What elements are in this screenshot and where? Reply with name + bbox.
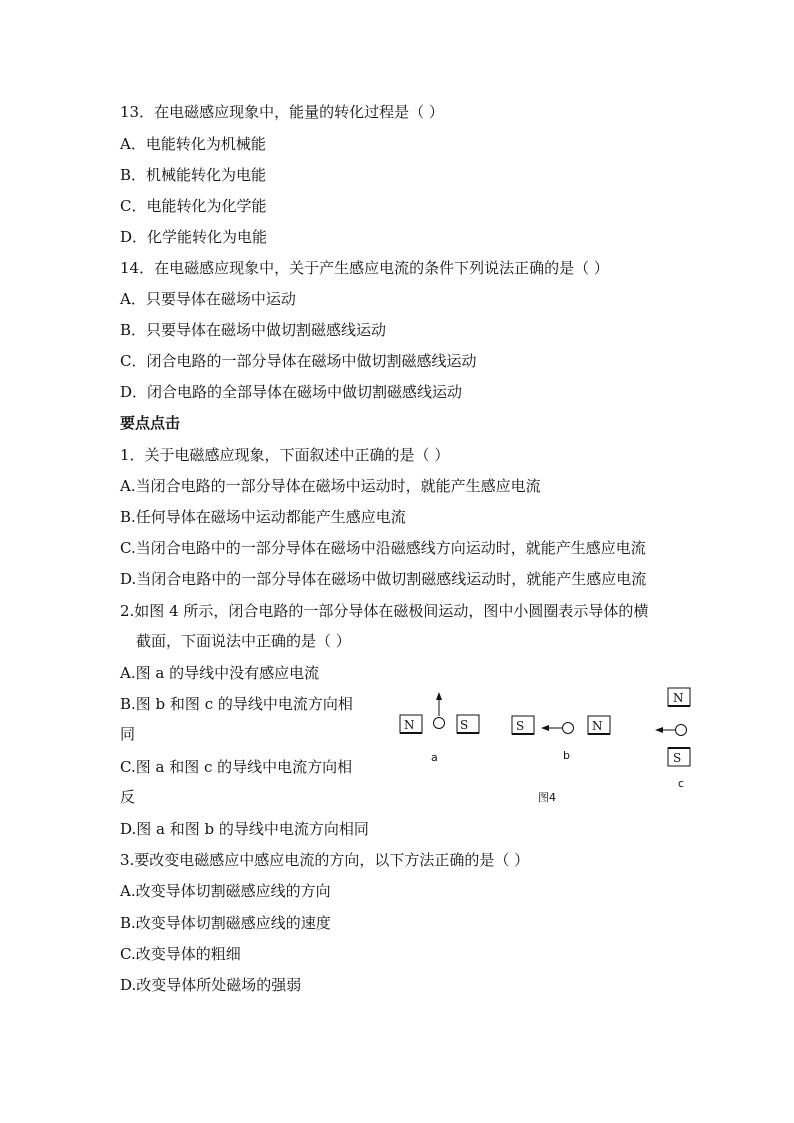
practice-3-option-a: A.改变导体切割磁感应线的方向 [120,882,331,900]
diagram-b-label: b [563,749,570,762]
figure-4-caption: 图4 [538,791,556,804]
diagram-c-south-magnet [668,748,690,766]
diagram-c-conductor [655,725,687,736]
diagram-b-n-label: N [592,719,603,733]
practice-1-option-a: A.当闭合电路的一部分导体在磁场中运动时，就能产生感应电流 [120,477,541,495]
practice-1-option-b: B.任何导体在磁场中运动都能产生感应电流 [120,508,406,526]
practice-3-option-b: B.改变导体切割磁感应线的速度 [120,914,331,932]
question-13-option-a: A．电能转化为机械能 [120,135,266,153]
diagram-a-label: a [431,751,438,764]
practice-1-option-c: C.当闭合电路中的一部分导体在磁场中沿磁感线方向运动时，就能产生感应电流 [120,539,646,557]
practice-2-option-a: A.图 a 的导线中没有感应电流 [120,664,320,682]
diagram-b-south-magnet [512,716,534,734]
figure-4 [395,680,715,805]
section-title: 要点点击 [120,414,181,432]
diagram-a-north-magnet [400,715,422,733]
diagram-a-s-label: S [460,718,469,732]
diagram-b-conductor [541,723,574,734]
diagram-a [400,692,479,764]
diagram-b-north-magnet [588,716,610,734]
practice-3-stem: 3.要改变电磁感应中感应电流的方向，以下方法正确的是（ ） [120,851,530,869]
question-13-stem: 13．在电磁感应现象中，能量的转化过程是（ ） [120,103,444,121]
practice-3-option-d: D.改变导体所处磁场的强弱 [120,976,302,994]
practice-2-option-c-line-1: C.图 a 和图 c 的导线中电流方向相 [120,758,353,776]
diagram-a-n-label: N [404,718,415,732]
practice-1-stem: 1．关于电磁感应现象，下面叙述中正确的是（ ） [120,446,450,464]
question-14-option-a: A．只要导体在磁场中运动 [120,290,296,308]
practice-2-stem-line-2: 截面，下面说法中正确的是（ ） [136,632,351,650]
diagram-c-s-label: S [673,751,682,765]
diagram-c-left-arrow-icon [655,727,663,733]
diagram-b-left-arrow-icon [541,725,549,731]
diagram-c-label: c [678,777,685,790]
diagram-a-south-magnet [457,715,479,733]
practice-2-option-b-line-2: 同 [120,725,136,743]
question-13-option-d: D．化学能转化为电能 [120,228,268,246]
question-13-option-c: C．电能转化为化学能 [120,197,267,215]
diagram-c-n-label: N [673,691,684,705]
diagram-b-s-label: S [516,719,525,733]
question-14-stem: 14．在电磁感应现象中，关于产生感应电流的条件下列说法正确的是（ ） [120,259,609,277]
figure-4-svg [395,680,715,805]
diagram-a-conductor [434,692,445,729]
practice-2-option-d: D.图 a 和图 b 的导线中电流方向相同 [120,820,369,838]
question-13-option-b: B．机械能转化为电能 [120,166,267,184]
question-14-option-b: B．只要导体在磁场中做切割磁感线运动 [120,321,387,339]
question-14-option-c: C．闭合电路的一部分导体在磁场中做切割磁感线运动 [120,352,477,370]
diagram-c [655,688,690,790]
diagram-b [512,716,610,762]
practice-2-option-c-line-2: 反 [120,788,136,806]
question-14-option-d: D．闭合电路的全部导体在磁场中做切割磁感线运动 [120,383,463,401]
practice-3-option-c: C.改变导体的粗细 [120,945,241,963]
practice-2-option-b-line-1: B.图 b 和图 c 的导线中电流方向相 [120,695,353,713]
diagram-a-up-arrow-icon [436,692,442,700]
diagram-c-north-magnet [668,688,690,706]
practice-1-option-d: D.当闭合电路中的一部分导体在磁场中做切割磁感线运动时，就能产生感应电流 [120,570,647,588]
practice-2-stem-line-1: 2.如图 4 所示，闭合电路的一部分导体在磁极间运动，图中小圆圈表示导体的横 [120,602,649,620]
